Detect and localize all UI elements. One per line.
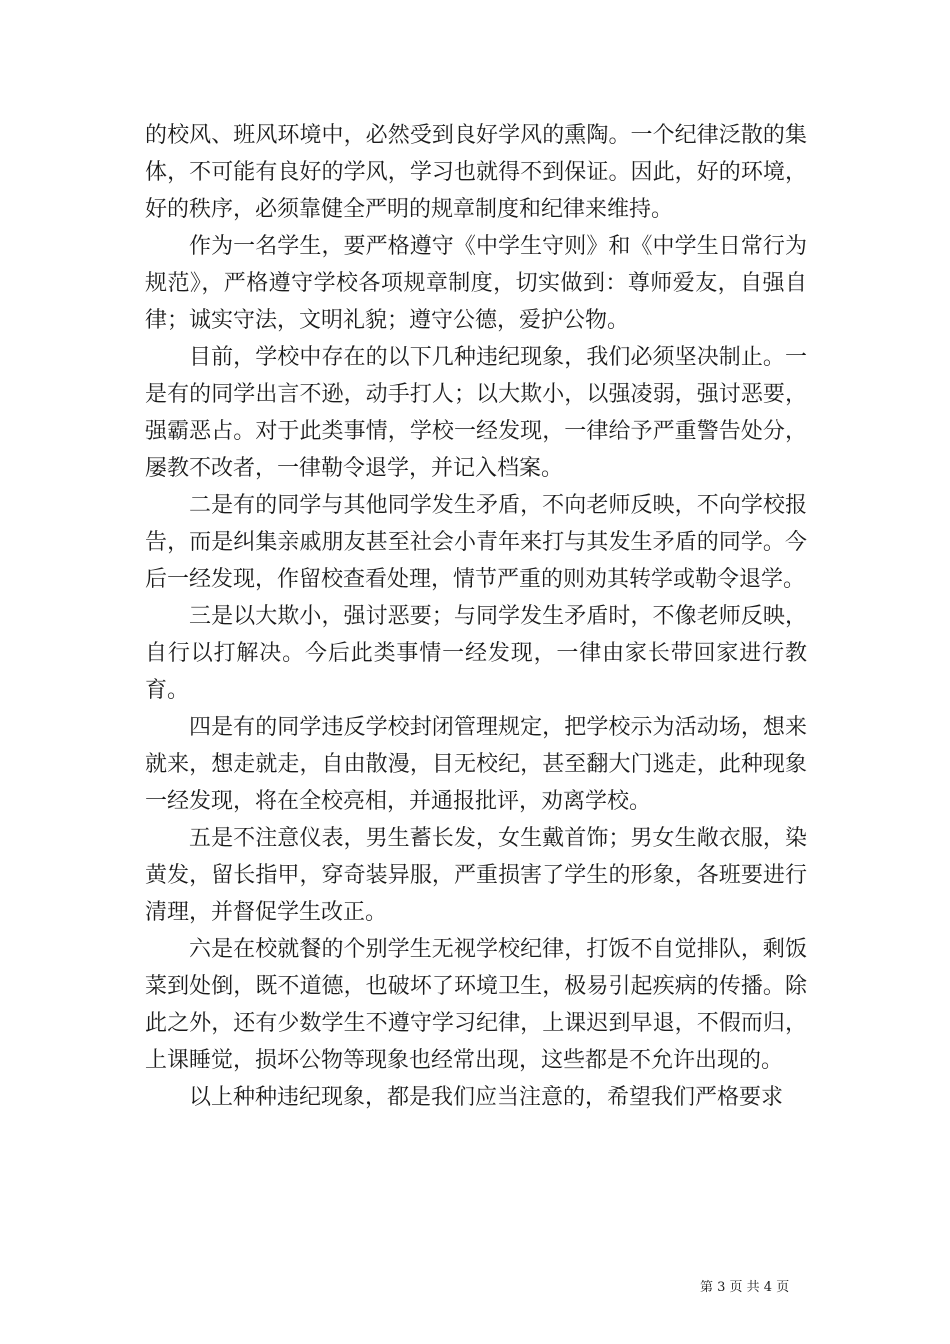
paragraph-9: 以上种种违纪现象，都是我们应当注意的，希望我们严格要求 (189, 1085, 784, 1110)
paragraph-8: 六是在校就餐的个别学生无视学校纪律，打饭不自觉排队，剩饭菜到处倒，既不道德，也破坏了环境卫生，极易引起疾病的传播。除此之外，还有少数学生不遵守学习纪律，上课迟到早退，不假而归，上课睡觉，损坏公物等现象也经常出现，这些都是不允许出现的。 (145, 937, 807, 1073)
paragraph-4: 二是有的同学与其他同学发生矛盾，不向老师反映，不向学校报告，而是纠集亲戚朋友甚至社会小青年来打与其发生矛盾的同学。今后一经发现，作留校查看处理，情节严重的则劝其转学或勒令退学。 (145, 493, 807, 592)
paragraph-7: 五是不注意仪表，男生蓄长发，女生戴首饰；男女生敞衣服，染黄发，留长指甲，穿奇装异服，严重损害了学生的形象，各班要进行清理，并督促学生改正。 (145, 826, 807, 925)
document-body (145, 117, 807, 1116)
paragraph-1: 的校风、班风环境中，必然受到良好学风的熏陶。一个纪律泛散的集体，不可能有良好的学风，学习也就得不到保证。因此，好的环境，好的秩序，必须靠健全严明的规章制度和纪律来维持。 (145, 123, 807, 222)
paragraph-3: 目前，学校中存在的以下几种违纪现象，我们必须坚决制止。一是有的同学出言不逊，动手打人；以大欺小，以强凌弱，强讨恶要，强霸恶占。对于此类事情，学校一经发现，一律给予严重警告处分，屡教不改者，一律勒令退学，并记入档案。 (145, 345, 807, 481)
page-number-footer: 第 3 页 共 4 页 (700, 1280, 790, 1295)
paragraph-6: 四是有的同学违反学校封闭管理规定，把学校示为活动场，想来就来，想走就走，自由散漫，目无校纪，甚至翻大门逃走，此种现象一经发现，将在全校亮相，并通报批评，劝离学校。 (145, 715, 807, 814)
paragraph-2: 作为一名学生，要严格遵守《中学生守则》和《中学生日常行为规范》，严格遵守学校各项规章制度，切实做到：尊师爱友，自强自律；诚实守法，文明礼貌；遵守公德，爱护公物。 (145, 234, 807, 333)
paragraph-5: 三是以大欺小，强讨恶要；与同学发生矛盾时，不像老师反映，自行以打解决。今后此类事情一经发现，一律由家长带回家进行教育。 (145, 604, 807, 703)
